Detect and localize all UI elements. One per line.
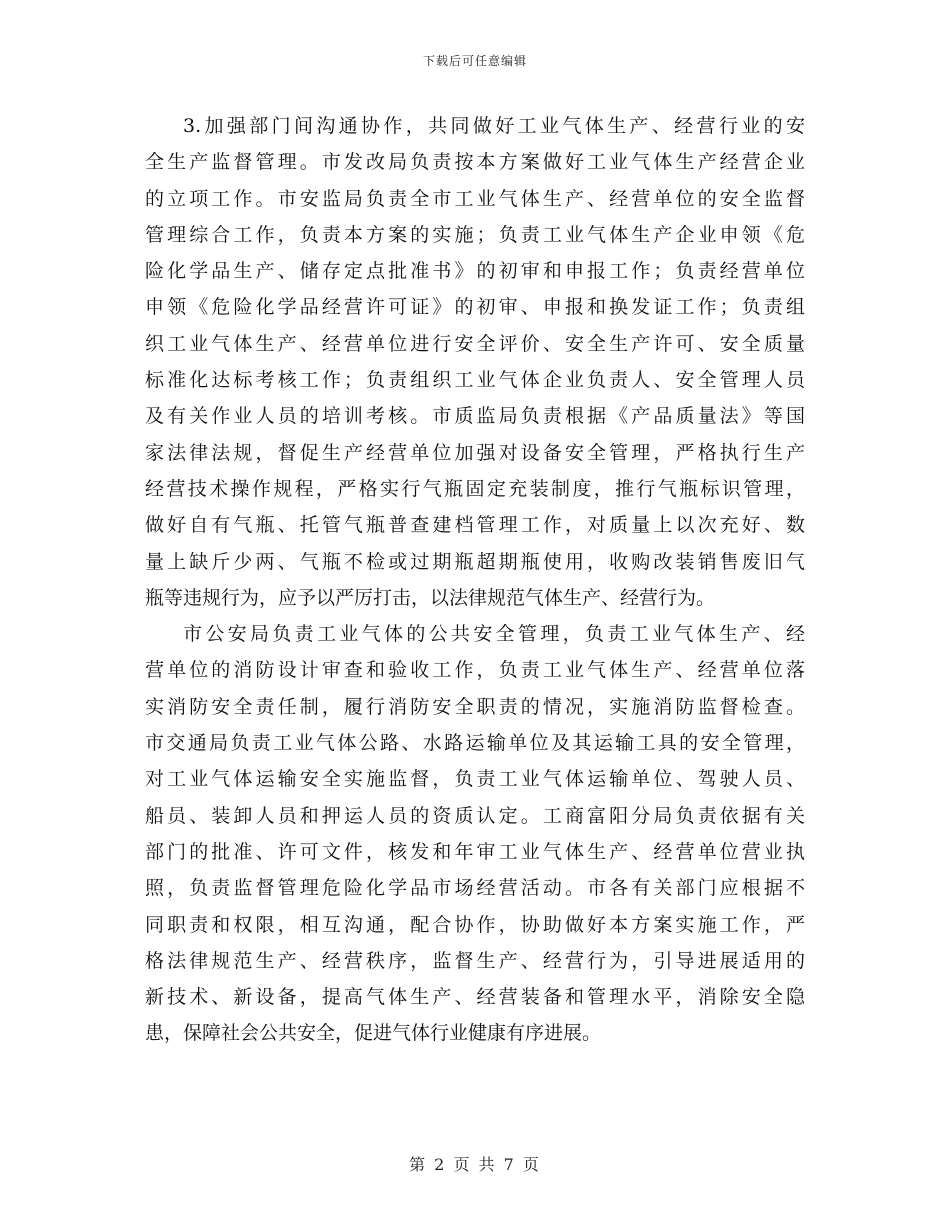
paragraph-line: 船员、装卸人员和押运人员的资质认定。工商富阳分局负责依据有关 (145, 804, 805, 827)
paragraph-line: 同职责和权限，相互沟通，配合协作，协助做好本方案实施工作，严 (145, 913, 805, 936)
paragraph-line: 量上缺斤少两、气瓶不检或过期瓶超期瓶使用，收购改装销售废旧气 (145, 550, 805, 573)
paragraph-line: 格法律规范生产、经营秩序，监督生产、经营行为，引导进展适用的 (145, 949, 805, 972)
paragraph-line: 家法律法规，督促生产经营单位加强对设备安全管理，严格执行生产 (145, 441, 805, 464)
paragraph-line: 部门的批准、许可文件，核发和年审工业气体生产、经营单位营业执 (145, 840, 805, 863)
paragraph-line: 对工业气体运输安全实施监督，负责工业气体运输单位、驾驶人员、 (145, 768, 805, 791)
paragraph-line: 照，负责监督管理危险化学品市场经营活动。市各有关部门应根据不 (145, 877, 805, 900)
paragraph-line: 织工业气体生产、经营单位进行安全评价、安全生产许可、安全质量 (145, 332, 805, 355)
page-number: 第 2 页 共 7 页 (409, 1155, 541, 1174)
paragraph-line: 全生产监督管理。市发改局负责按本方案做好工业气体生产经营企业 (145, 151, 805, 174)
paragraph-line: 瓶等违规行为，应予以严厉打击，以法律规范气体生产、经营行为。 (145, 586, 716, 609)
paragraph-line: 做好自有气瓶、托管气瓶普查建档管理工作，对质量上以次充好、数 (145, 514, 805, 537)
paragraph-line: 的立项工作。市安监局负责全市工业气体生产、经营单位的安全监督 (145, 187, 805, 210)
paragraph-line: 标准化达标考核工作；负责组织工业气体企业负责人、安全管理人员 (145, 369, 805, 392)
paragraph-line: 患，保障社会公共安全，促进气体行业健康有序进展。 (145, 1022, 602, 1045)
paragraph-line: 经营技术操作规程，严格实行气瓶固定充装制度，推行气瓶标识管理， (145, 477, 805, 500)
paragraph-line: 市公安局负责工业气体的公共安全管理，负责工业气体生产、经 (183, 623, 805, 646)
page-header: 下载后可任意编辑 (422, 54, 527, 68)
document-body (145, 108, 805, 1052)
paragraph-line: 营单位的消防设计审查和验收工作，负责工业气体生产、经营单位落 (145, 659, 805, 682)
paragraph-line: 管理综合工作，负责本方案的实施；负责工业气体生产企业申领《危 (145, 223, 805, 246)
paragraph-line: 新技术、新设备，提高气体生产、经营装备和管理水平，消除安全隐 (145, 986, 805, 1009)
paragraph-line: 市交通局负责工业气体公路、水路运输单位及其运输工具的安全管理， (145, 732, 805, 755)
paragraph-line: 险化学品生产、储存定点批准书》的初审和申报工作；负责经营单位 (145, 260, 805, 283)
paragraph-line: 3.加强部门间沟通协作，共同做好工业气体生产、经营行业的安 (183, 115, 805, 137)
paragraph-line: 及有关作业人员的培训考核。市质监局负责根据《产品质量法》等国 (145, 405, 805, 428)
paragraph-line: 申领《危险化学品经营许可证》的初审、申报和换发证工作；负责组 (145, 296, 805, 319)
paragraph-line: 实消防安全责任制，履行消防安全职责的情况，实施消防监督检查。 (145, 695, 805, 718)
